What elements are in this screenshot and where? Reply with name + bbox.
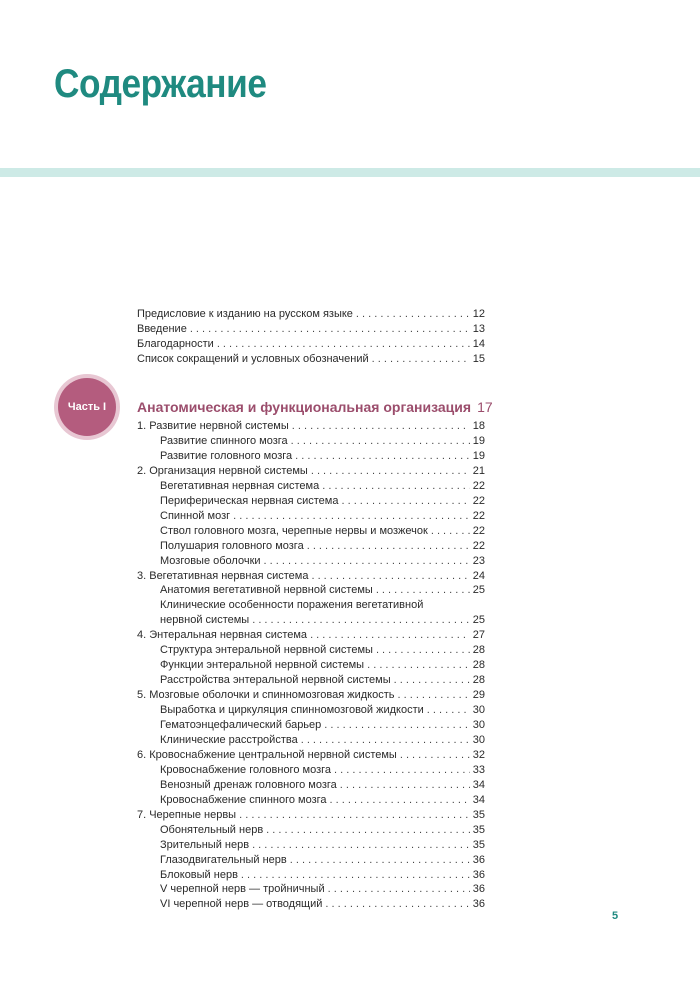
toc-section[interactable] xyxy=(160,673,485,687)
toc-entry-label: Периферическая нервная система xyxy=(160,494,339,507)
dot-leader xyxy=(266,823,470,837)
toc-entry-page: 22 xyxy=(472,509,485,522)
toc-section[interactable] xyxy=(160,778,485,792)
toc-entry-label: 3. Вегетативная нервная система xyxy=(137,569,309,582)
toc-entry-label: Список сокращений и условных обозначений xyxy=(137,353,369,365)
toc-chapter[interactable] xyxy=(137,464,485,478)
dot-leader xyxy=(252,838,470,852)
toc-entry-label: Кровоснабжение спинного мозга xyxy=(160,793,327,806)
toc-chapter[interactable] xyxy=(137,688,485,702)
toc-entry-page: 23 xyxy=(472,554,485,567)
toc-entry-page: 30 xyxy=(472,733,485,746)
toc-section[interactable] xyxy=(160,882,485,896)
dot-leader xyxy=(376,643,470,657)
toc-entry-label: Ствол головного мозга, черепные нервы и мозжечок xyxy=(160,524,428,537)
toc-entry-label: Обонятельный нерв xyxy=(160,823,264,836)
toc-section[interactable] xyxy=(160,494,485,508)
dot-leader xyxy=(190,322,470,336)
dot-leader xyxy=(241,868,470,882)
toc-entry-page: 35 xyxy=(472,808,485,821)
toc-entry-page: 34 xyxy=(472,793,485,806)
toc-entry-page: 33 xyxy=(472,763,485,776)
dot-leader xyxy=(325,897,469,911)
toc-section[interactable] xyxy=(160,763,485,777)
toc-entry-label: Введение xyxy=(137,323,187,335)
page-number: 5 xyxy=(612,910,619,922)
toc-entry-label: Вегетативная нервная система xyxy=(160,479,320,492)
dot-leader xyxy=(264,554,470,568)
dot-leader xyxy=(295,449,470,463)
toc-entry-page: 36 xyxy=(472,868,485,881)
toc-entry-page: 17 xyxy=(477,399,493,415)
toc-entry-label: Анатомия вегетативной нервной системы xyxy=(160,584,373,597)
dot-leader xyxy=(324,718,469,732)
toc-entry-page: 24 xyxy=(472,569,485,582)
toc-entry-page: 14 xyxy=(472,338,485,350)
toc-entry-page: 12 xyxy=(472,308,485,320)
toc-entry-label: VI черепной нерв — отводящий xyxy=(160,898,323,911)
toc-entry-label: 7. Черепные нервы xyxy=(137,808,237,821)
dot-leader xyxy=(330,793,470,807)
toc-entry-label: Зрительный нерв xyxy=(160,838,250,851)
toc-entry-page: 35 xyxy=(472,838,485,851)
dot-leader xyxy=(340,778,470,792)
toc-entry-label: Глазодвигательный нерв xyxy=(160,853,287,866)
toc-chapter[interactable] xyxy=(137,569,485,583)
toc-entry-page: 35 xyxy=(472,823,485,836)
dot-leader xyxy=(252,613,470,627)
dot-leader xyxy=(239,808,470,822)
toc-front-matter-item[interactable] xyxy=(137,337,485,351)
toc-section[interactable] xyxy=(160,643,485,657)
toc-entry-page: 32 xyxy=(472,748,485,761)
toc-entry-label: Мозговые оболочки xyxy=(160,554,261,567)
toc-entry-label: Расстройства энтеральной нервной системы xyxy=(160,674,391,687)
toc-section[interactable] xyxy=(160,479,485,493)
toc-entry-label: Кровоснабжение головного мозга xyxy=(160,763,331,776)
toc-entry-page: 19 xyxy=(472,434,485,447)
toc-entry-label: 1. Развитие нервной системы xyxy=(137,420,289,432)
toc-entry-page: 30 xyxy=(472,719,485,731)
toc-entry-label: Развитие головного мозга xyxy=(160,449,293,462)
toc-section[interactable] xyxy=(160,793,485,807)
toc-section[interactable] xyxy=(160,703,485,717)
dot-leader xyxy=(328,882,470,896)
dot-leader xyxy=(376,583,470,597)
toc-entry-label: Развитие спинного мозга xyxy=(160,434,288,447)
toc-entry-page: 36 xyxy=(472,853,485,866)
dot-leader xyxy=(356,307,470,321)
toc-entry-label: Функции энтеральной нервной системы xyxy=(160,659,365,672)
toc-entry-page: 28 xyxy=(472,674,485,687)
toc-section[interactable] xyxy=(160,823,485,837)
toc-entry-label: Клинические особенности поражения вегетативной xyxy=(160,599,424,612)
toc-chapter[interactable] xyxy=(137,808,485,822)
toc-entry-label: Благодарности xyxy=(137,338,214,350)
toc-section[interactable] xyxy=(160,434,485,448)
toc-entry-label: Выработка и циркуляция спинномозговой жидкости xyxy=(160,704,424,717)
toc-section[interactable] xyxy=(160,539,485,553)
toc-entry-label: Анатомическая и функциональная организация xyxy=(137,399,472,415)
page-title: Содержание xyxy=(54,62,267,106)
toc-entry-page: 13 xyxy=(472,323,485,335)
toc-section[interactable] xyxy=(160,733,485,747)
toc-entry-page: 25 xyxy=(472,614,485,627)
dot-leader xyxy=(291,434,470,448)
toc-entry-label: Спинной мозг xyxy=(160,509,231,522)
toc-section[interactable] xyxy=(160,718,485,732)
toc-entry-label: Гематоэнцефалический барьер xyxy=(160,719,322,731)
toc-section[interactable] xyxy=(160,897,485,911)
toc-entry-label: Блоковый нерв xyxy=(160,868,238,881)
toc-section[interactable] xyxy=(160,554,485,568)
toc-section[interactable] xyxy=(160,868,485,882)
toc-section[interactable] xyxy=(160,838,485,852)
toc-entry-page: 30 xyxy=(472,704,485,717)
dot-leader xyxy=(307,539,470,553)
toc-chapter[interactable] xyxy=(137,628,485,642)
toc-entry-page: 22 xyxy=(472,494,485,507)
toc-chapter[interactable] xyxy=(137,748,485,762)
toc-entry-label: 5. Мозговые оболочки и спинномозговая жидкость xyxy=(137,689,395,702)
toc-entry-label: V черепной нерв — тройничный xyxy=(160,883,325,896)
toc-section[interactable] xyxy=(160,853,485,867)
dot-leader xyxy=(301,733,470,747)
toc-entry-page: 19 xyxy=(472,449,485,462)
toc-entry-label: Венозный дренаж головного мозга xyxy=(160,778,337,791)
dot-leader xyxy=(394,673,470,687)
toc-entry-label: 4. Энтеральная нервная система xyxy=(137,629,308,642)
dot-leader xyxy=(217,337,470,351)
dot-leader xyxy=(341,494,469,508)
toc-entry-label: 2. Организация нервной системы xyxy=(137,464,308,477)
toc-section[interactable] xyxy=(160,583,485,597)
toc-entry-label: нервной системы xyxy=(160,614,250,627)
dot-leader xyxy=(311,569,469,583)
toc-entry-page: 36 xyxy=(472,898,485,911)
toc-entry-page: 34 xyxy=(472,778,485,791)
dot-leader xyxy=(334,763,470,777)
toc-entry-page: 27 xyxy=(472,629,485,642)
dot-leader xyxy=(322,479,470,493)
part-badge: Часть I xyxy=(58,378,116,436)
toc-entry-page: 22 xyxy=(472,524,485,537)
toc-front-matter-item[interactable] xyxy=(137,322,485,336)
toc-entry-page: 28 xyxy=(472,659,485,672)
dot-leader xyxy=(292,419,470,433)
toc-section[interactable] xyxy=(160,613,485,627)
toc-entry-label: Полушария головного мозга xyxy=(160,539,304,552)
toc-section[interactable] xyxy=(160,524,485,538)
toc-entry-page: 25 xyxy=(472,584,485,597)
toc-entry-page: 29 xyxy=(472,689,485,702)
dot-leader xyxy=(397,688,469,702)
toc-section[interactable] xyxy=(160,509,485,523)
toc-entry-page: 22 xyxy=(472,539,485,552)
dot-leader xyxy=(311,464,470,478)
dot-leader xyxy=(233,509,470,523)
toc-front-matter-item[interactable] xyxy=(137,352,485,366)
toc-entry-label: Структура энтеральной нервной системы xyxy=(160,644,373,657)
toc-entry-page: 22 xyxy=(472,479,485,492)
toc-chapter[interactable] xyxy=(137,419,485,433)
toc-entry-page: 28 xyxy=(472,644,485,657)
toc-section[interactable] xyxy=(160,658,485,672)
toc-entry-page: 21 xyxy=(472,464,485,477)
toc-entry-page: 18 xyxy=(472,420,485,432)
dot-leader xyxy=(431,524,470,538)
toc-entry-page: 36 xyxy=(472,883,485,896)
dot-leader xyxy=(400,748,470,762)
dot-leader xyxy=(310,628,470,642)
toc-entry-label: 6. Кровоснабжение центральной нервной системы xyxy=(137,748,397,761)
dot-leader xyxy=(290,853,470,867)
toc-entry-page: 15 xyxy=(472,353,485,365)
toc-entry-label: Клинические расстройства xyxy=(160,733,298,746)
dot-leader xyxy=(427,703,470,717)
toc-entry-label: Предисловие к изданию на русском языке xyxy=(137,308,353,320)
dot-leader xyxy=(367,658,470,672)
toc-front-matter-item[interactable] xyxy=(137,307,485,321)
title-band xyxy=(0,168,700,177)
part-heading[interactable] xyxy=(137,398,493,416)
dot-leader xyxy=(372,352,470,366)
toc-section[interactable] xyxy=(160,449,485,463)
